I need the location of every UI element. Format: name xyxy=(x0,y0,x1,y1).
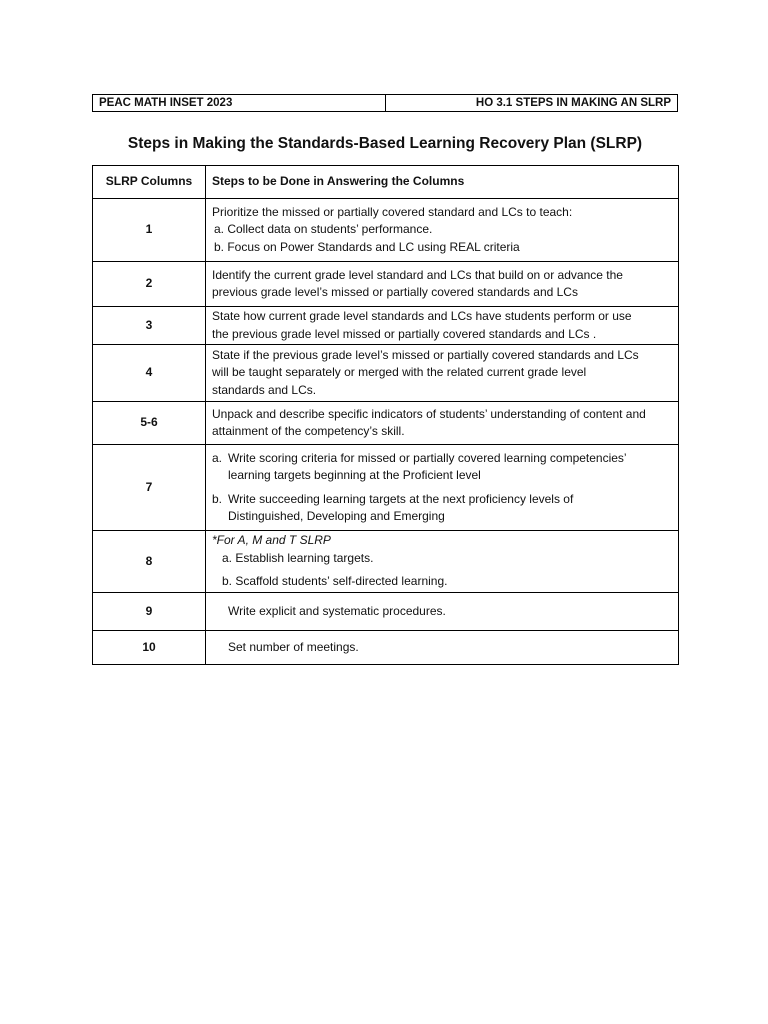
handout-header xyxy=(92,94,678,112)
row-steps xyxy=(206,262,679,307)
table-row xyxy=(93,402,679,445)
table-row xyxy=(93,531,679,593)
step-line: standards and LCs. xyxy=(212,382,317,397)
handout-label: HO 3.1 STEPS IN MAKING AN SLRP xyxy=(385,95,678,112)
row-number: 5-6 xyxy=(93,402,206,445)
row-steps xyxy=(206,402,679,445)
row-steps xyxy=(206,631,679,665)
steps-table xyxy=(92,165,679,665)
row-number: 8 xyxy=(93,531,206,593)
step-line: b. Focus on Power Standards and LC using REAL criteria xyxy=(214,239,520,254)
step-line: learning targets beginning at the Proficient level xyxy=(228,468,481,482)
step-line: attainment of the competency’s skill. xyxy=(212,424,405,438)
table-row xyxy=(93,631,679,665)
table-row xyxy=(93,445,679,531)
row-steps xyxy=(206,199,679,262)
step-line: the previous grade level missed or partially covered standards and LCs . xyxy=(212,326,597,341)
step-line: Distinguished, Developing and Emerging xyxy=(228,509,445,523)
item-label: a. xyxy=(212,450,223,465)
step-line: Write explicit and systematic procedures. xyxy=(228,603,446,618)
row-number: 9 xyxy=(93,593,206,631)
row-steps xyxy=(206,445,679,531)
table-row xyxy=(93,345,679,402)
item-label: b. xyxy=(212,491,223,506)
page-title: Steps in Making the Standards-Based Learning Recovery Plan (SLRP) xyxy=(127,135,643,152)
row-number: 1 xyxy=(93,199,206,262)
step-line: a. Collect data on students’ performance. xyxy=(214,222,433,237)
row-steps xyxy=(206,593,679,631)
workshop-label: PEAC MATH INSET 2023 xyxy=(93,95,386,112)
table-row xyxy=(93,307,679,345)
row-steps xyxy=(206,307,679,345)
row-number: 4 xyxy=(93,345,206,402)
step-line: Write succeeding learning targets at the next proficiency levels of xyxy=(228,491,574,506)
row-steps xyxy=(206,531,679,593)
table-row xyxy=(93,199,679,262)
step-line: a. Establish learning targets. xyxy=(222,550,374,565)
row-note: *For A, M and T SLRP xyxy=(212,533,331,548)
row-number: 7 xyxy=(93,445,206,531)
step-line: Prioritize the missed or partially covered standard and LCs to teach: xyxy=(212,204,573,219)
step-item xyxy=(212,491,672,526)
table-row xyxy=(93,593,679,631)
step-item xyxy=(212,450,672,485)
table-row xyxy=(93,262,679,307)
column-header-slrp-columns: SLRP Columns xyxy=(93,166,206,199)
step-line: State if the previous grade level’s missed or partially covered standards and LCs xyxy=(212,347,639,362)
column-header-steps: Steps to be Done in Answering the Columns xyxy=(206,166,679,199)
row-steps xyxy=(206,345,679,402)
table-header-row xyxy=(93,166,679,199)
row-number: 3 xyxy=(93,307,206,345)
step-line: Identify the current grade level standard and LCs that build on or advance the xyxy=(212,267,623,282)
row-number: 2 xyxy=(93,262,206,307)
row-number: 10 xyxy=(93,631,206,665)
step-line: will be taught separately or merged with the related current grade level xyxy=(212,365,587,380)
step-line: Unpack and describe specific indicators of students’ understanding of content and xyxy=(212,406,646,421)
step-line: State how current grade level standards and LCs have students perform or use xyxy=(212,309,632,323)
step-line: previous grade level’s missed or partially covered standards and LCs xyxy=(212,285,578,299)
step-line: Set number of meetings. xyxy=(228,639,359,654)
step-line: Write scoring criteria for missed or partially covered learning competencies’ xyxy=(228,450,627,465)
step-line: b. Scaffold students’ self-directed learning. xyxy=(222,574,448,589)
